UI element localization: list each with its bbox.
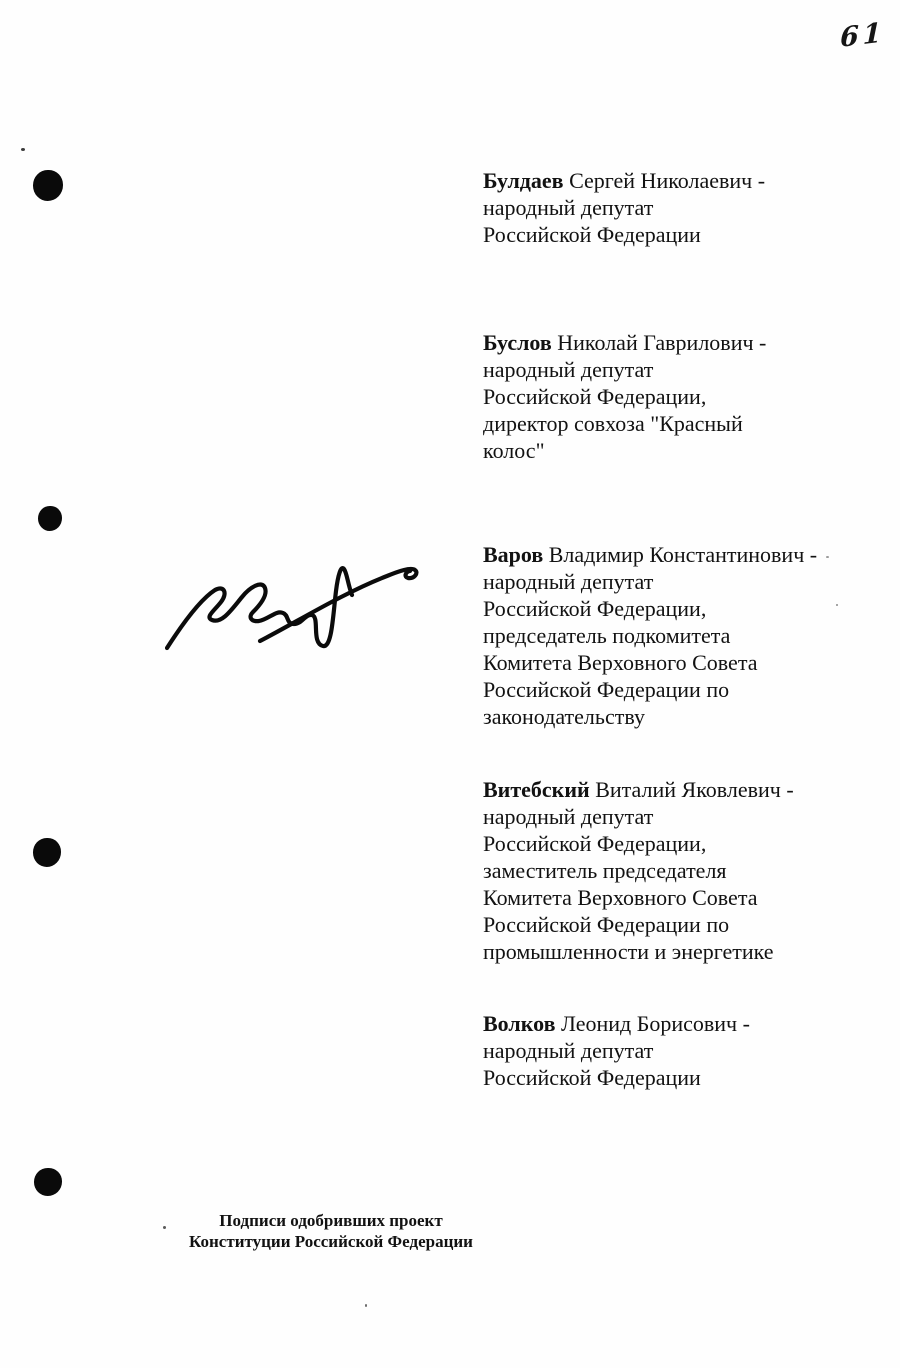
deputy-detail-line: народный депутат — [483, 195, 654, 220]
deputy-detail-line: Российской Федерации — [483, 1065, 701, 1090]
deputy-detail-line: Российской Федерации по — [483, 912, 730, 937]
deputy-detail-line: Российской Федерации — [483, 222, 701, 247]
deputy-detail-line: Комитета Верховного Совета — [483, 650, 758, 675]
deputy-detail-line: директор совхоза "Красный — [483, 411, 743, 436]
deputy-entry — [483, 167, 873, 248]
footer-caption-line: Конституции Российской Федерации — [189, 1232, 473, 1251]
deputy-name-line: Волков Леонид Борисович - — [483, 1011, 750, 1036]
handwritten-page-number: 61 — [839, 17, 886, 54]
deputy-detail-line: Российской Федерации, — [483, 831, 707, 856]
deputy-surname: Волков — [483, 1011, 556, 1036]
deputy-detail-line: Комитета Верховного Совета — [483, 885, 758, 910]
deputy-detail-line: председатель подкомитета — [483, 623, 731, 648]
deputy-entry — [483, 329, 873, 464]
deputy-detail-line: Российской Федерации, — [483, 596, 707, 621]
deputy-detail-line: народный депутат — [483, 357, 654, 382]
deputy-name-line: Буслов Николай Гаврилович - — [483, 330, 767, 355]
deputy-name-line: Булдаев Сергей Николаевич - — [483, 168, 766, 193]
footer-caption — [161, 1210, 501, 1252]
deputy-surname: Булдаев — [483, 168, 564, 193]
deputy-entry — [483, 776, 873, 965]
deputy-detail-line: промышленности и энергетике — [483, 939, 774, 964]
deputy-detail-line: народный депутат — [483, 804, 654, 829]
deputy-detail-line: заместитель председателя — [483, 858, 727, 883]
deputy-name-line: Витебский Виталий Яковлевич - — [483, 777, 794, 802]
deputy-detail-line: колос" — [483, 438, 545, 463]
deputy-surname: Буслов — [483, 330, 552, 355]
footer-caption-line: Подписи одобривших проект — [219, 1211, 443, 1230]
deputy-detail-line: народный депутат — [483, 1038, 654, 1063]
deputy-detail-line: Российской Федерации по — [483, 677, 730, 702]
deputy-surname: Витебский — [483, 777, 590, 802]
deputy-detail-line: народный депутат — [483, 569, 654, 594]
deputy-name-line: Варов Владимир Константинович - — [483, 542, 818, 567]
deputy-entry — [483, 541, 873, 730]
deputy-detail-line: Российской Федерации, — [483, 384, 707, 409]
deputy-entry — [483, 1010, 873, 1091]
deputy-surname: Варов — [483, 542, 544, 567]
deputy-detail-line: законодательству — [483, 704, 645, 729]
